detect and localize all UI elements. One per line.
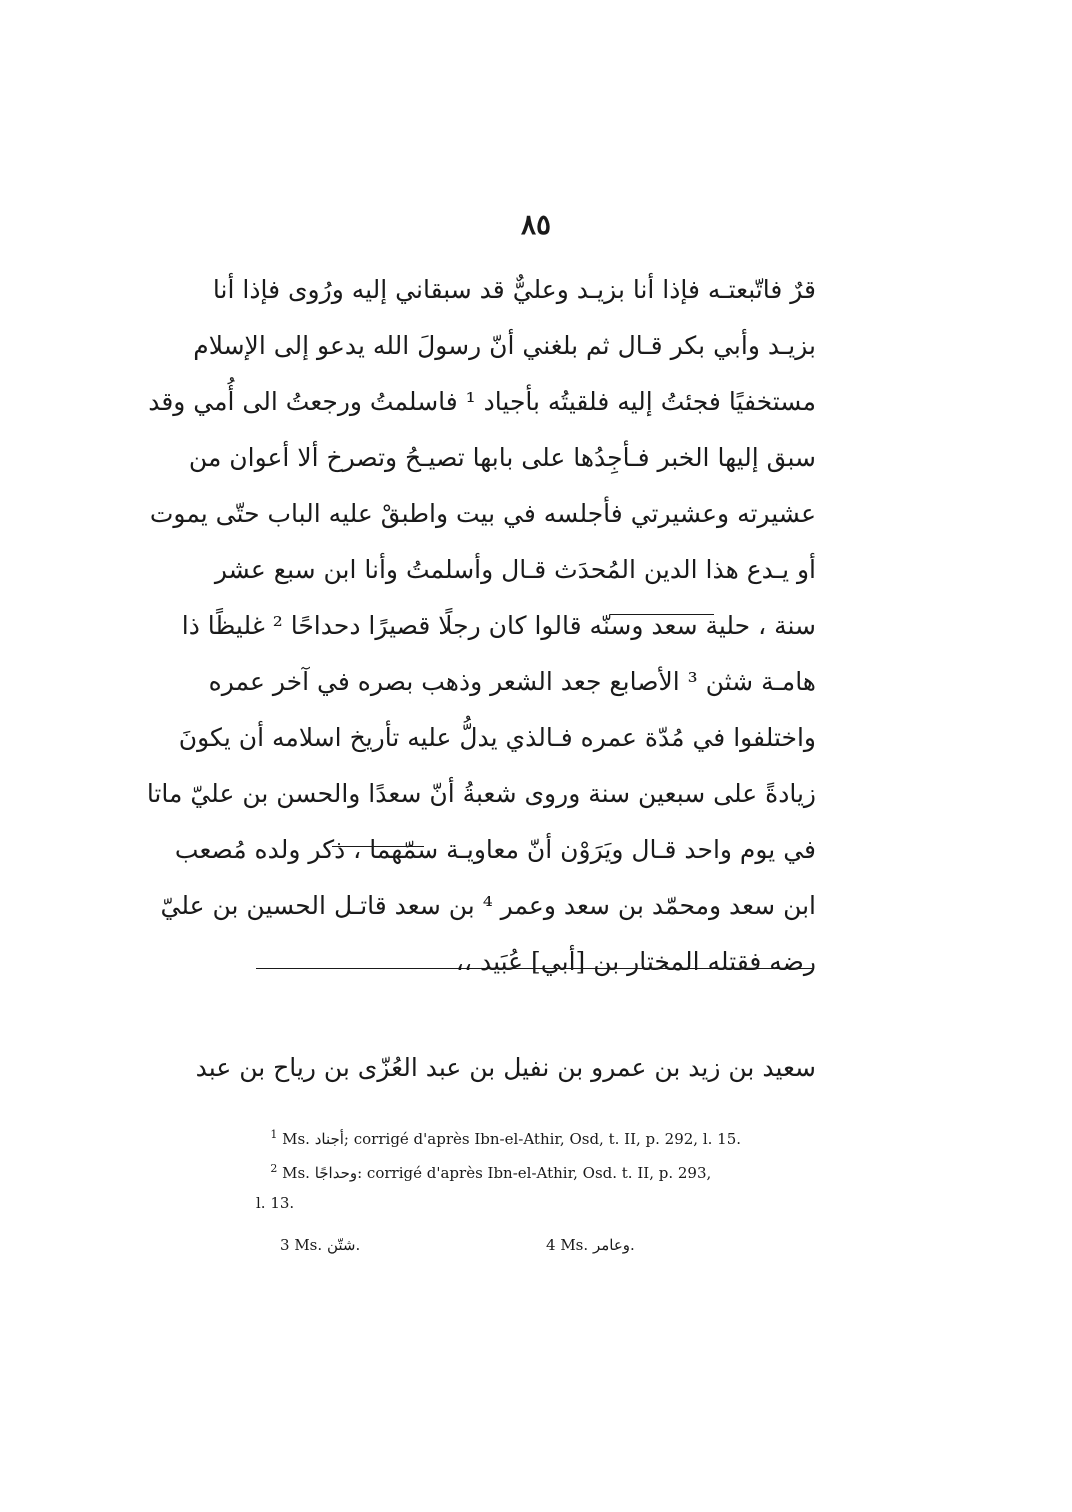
- text-line-10: زيادةً على سبعين سنة وروى شعبةُ أنّ سعدًا والحسن بن عليّ ماتا: [146, 779, 816, 808]
- footnote-number: 4: [546, 1236, 556, 1254]
- main-text-block: [146, 262, 816, 990]
- footnote-ms-label: Ms.: [282, 1130, 310, 1148]
- footnote-number: 3: [280, 1236, 290, 1254]
- text-line-4: سبق إليها الخبر فـأجِدُها على بابها تصيـحُ وتصرخ ألا أعوان من: [188, 443, 816, 472]
- text-line-6: أو يـدع هذا الدين المُحدَث قـال وأسلمتُ وأنا ابن سبع عشر: [214, 555, 816, 584]
- text-line-11: في يوم واحد قـال ويَرَوْن أنّ معاويـة سمّهما ، ذكر ولده مُصعب: [174, 835, 816, 864]
- footnote-end: .: [355, 1236, 361, 1254]
- footnote-ms-label: Ms.: [282, 1164, 310, 1182]
- footnote-arabic: أجناد: [314, 1130, 344, 1148]
- footnote-end: .: [630, 1236, 635, 1254]
- footnote-1: [256, 1120, 816, 1154]
- text-line-1: قرٌ فاتّبعتـه فإذا أنا بزيـد وعليٌّ قد سبقاني إليه ورُوى فإذا أنا: [212, 275, 816, 304]
- text-line-12: ابن سعد ومحمّد بن سعد وعمر ⁴ بن سعد قاتـل الحسين بن عليّ: [160, 891, 816, 920]
- footnotes: [256, 1120, 816, 1270]
- footnote-text: ; corrigé d'après Ibn-el-Athir, Osd, t. II, p. 292, l. 15.: [343, 1130, 742, 1148]
- footnote-arabic: وحداجًا: [314, 1164, 358, 1182]
- text-line-9: واختلفوا في مُدّة عمره فـالذي يدلُّ عليه تأريخ اسلامه أن يكونَ: [178, 723, 816, 752]
- next-entry-line: سعيد بن زيد بن عمرو بن نفيل بن عبد العُزّى بن رياح بن عبد: [195, 1053, 816, 1082]
- text-line-2: بزيـد وأبي بكر قـال ثم بلغني أنّ رسولَ الله يدعو إلى الإسلام: [193, 331, 816, 360]
- text-line-5: عشيرته وعشيرتي فأجلسه في بيت واطبقْ عليه الباب حتّى يموت: [149, 499, 816, 528]
- footnote-arabic: وعامر: [592, 1236, 631, 1254]
- footnote-2-continuation: l. 13.: [256, 1194, 295, 1212]
- footnote-3: [280, 1230, 360, 1260]
- text-line-3: مستخفيًا فجئتُ إليه فلقيتُه بأجياد ¹ فاسلمتُ ورجعتُ الى أُمي وقد: [148, 387, 816, 416]
- footnote-number: 1: [270, 1128, 278, 1141]
- text-line-8: هامـة شثن ³ الأصابع جعد الشعر وذهب بصره في آخر عمره: [208, 667, 816, 696]
- page-number: ٨٥: [520, 208, 552, 241]
- underline-mark: [610, 614, 714, 615]
- footnote-2: [256, 1154, 816, 1188]
- footnote-text: : corrigé d'après Ibn-el-Athir, Osd. t. II, p. 293,: [357, 1164, 712, 1182]
- underline-mark: [332, 846, 424, 847]
- footnote-ms-label: Ms.: [560, 1236, 589, 1254]
- footnote-arabic: شتّن: [326, 1236, 356, 1254]
- footnote-number: 2: [270, 1162, 278, 1175]
- footnote-4: [546, 1230, 635, 1260]
- text-line-7: سنة ، حلية سعد وسنّه قالوا كان رجلًا قصيرًا دحداحًا ² غليظًا ذا: [181, 611, 816, 640]
- footnote-ms-label: Ms.: [294, 1236, 323, 1254]
- text-line-13: رضه فقتله المختار بن [أبي] عُبَيد ،،: [455, 947, 816, 976]
- next-entry-block: [195, 1040, 816, 1096]
- section-divider: [256, 968, 812, 969]
- footnote-row-3-4: [256, 1218, 816, 1270]
